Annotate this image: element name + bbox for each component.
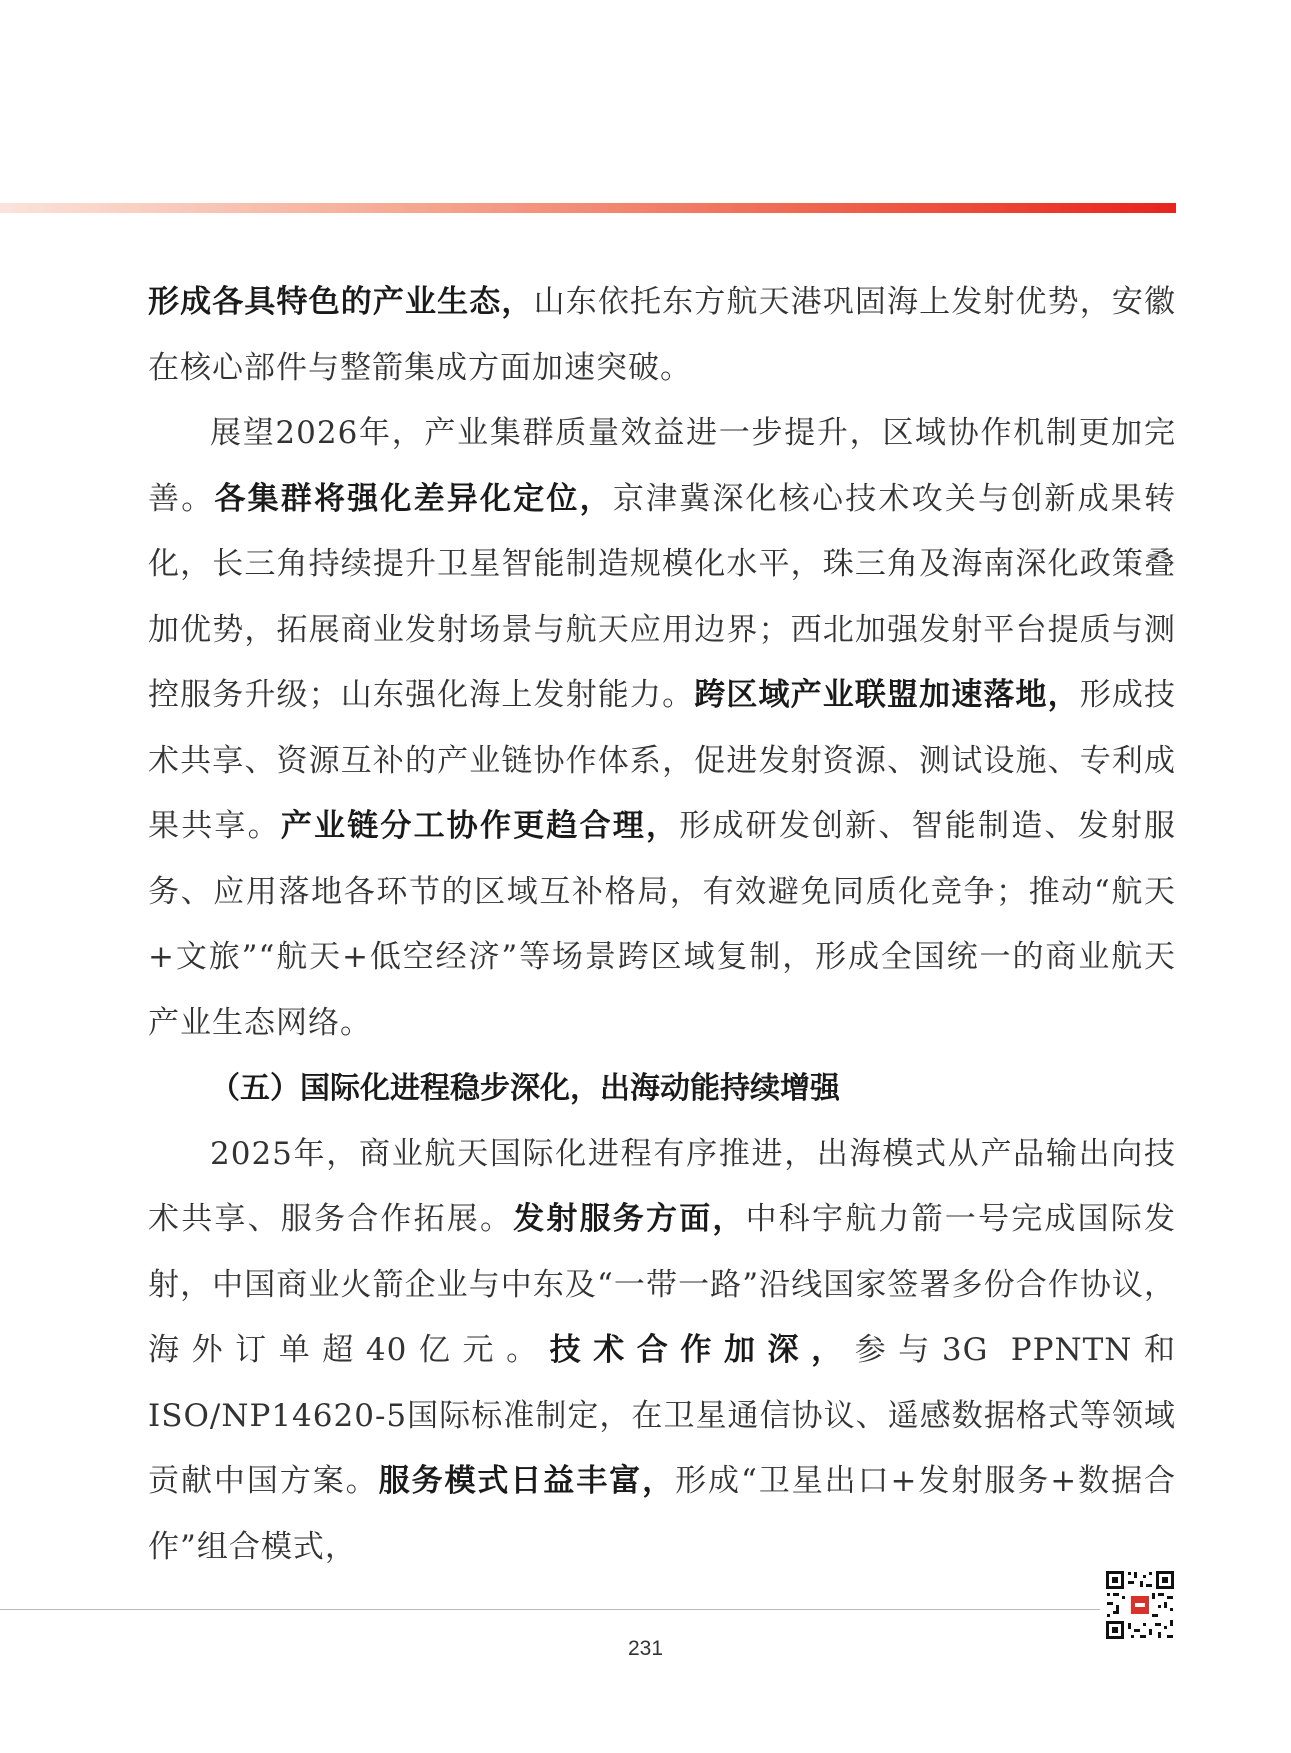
qr-code-icon (1104, 1569, 1176, 1641)
paragraph-text: 形成技术共享、资源互补的产业链协作体系，促进发射资源、测试设施、专利成果共享。 (148, 677, 1177, 844)
paragraph-text: 山东依托东方航天港巩固海上发射优势，安徽在核心部件与整箭集成方面加速突破。 (148, 284, 1177, 386)
section-heading: （五）国际化进程稳步深化，出海动能持续增强 (210, 1071, 840, 1106)
paragraph-text: 2025年，商业航天国际化进程有序推进，出海模式从产品输出向技术共享、服务合作拓展。 (148, 1135, 1176, 1237)
bold-phrase: 发射服务方面， (513, 1201, 746, 1237)
paragraph-text: 京津冀深化核心技术攻关与创新成果转化，长三角持续提升卫星智能制造规模化水平，珠三角及海南深化政策叠加优势，拓展商业发射场景与航天应用边界；西北加强发射平台提质与测控服务升级；山东强化海上发射能力。 (148, 480, 1177, 713)
paragraph-text: 形成研发创新、智能制造、发射服务、应用落地各环节的区域互补格局，有效避免同质化竞争；推动“航天+文旅”“航天+低空经济”等场景跨区域复制，形成全国统一的商业航天产业生态网络。 (148, 808, 1177, 1041)
paragraph-3 (148, 1122, 1176, 1581)
paragraph-text: 展望2026年，产业集群质量效益进一步提升，区域协作机制更加完善。 (148, 415, 1176, 517)
page-number: 231 (627, 1637, 664, 1660)
bold-phrase: 跨区域产业联盟加速落地， (694, 677, 1080, 713)
bold-phrase: 产业链分工协作更趋合理， (280, 808, 680, 844)
bold-phrase: 技术合作加深， (549, 1332, 855, 1368)
bold-phrase: 服务模式日益丰富， (378, 1463, 676, 1499)
page-body (148, 270, 1176, 1580)
paragraph-text: 参与3G PPNTN和ISO/NP14620-5国际标准制定，在卫星通信协议、遥感数据格式等领域贡献中国方案。 (148, 1332, 1176, 1499)
bold-phrase: 各集群将强化差异化定位， (214, 480, 613, 517)
header-accent-bar (0, 203, 1176, 213)
paragraph-text: 形成“卫星出口+发射服务+数据合作”组合模式， (148, 1463, 1177, 1565)
paragraph-text: 中科宇航力箭一号完成国际发射，中国商业火箭企业与中东及“一带一路”沿线国家签署多份合作协议，海外订单超40亿元。 (148, 1201, 1177, 1368)
paragraph-1 (148, 270, 1176, 401)
paragraph-2 (148, 401, 1176, 1056)
bold-lead: 形成各具特色的产业生态， (148, 284, 534, 320)
footer-divider (0, 1609, 1100, 1610)
